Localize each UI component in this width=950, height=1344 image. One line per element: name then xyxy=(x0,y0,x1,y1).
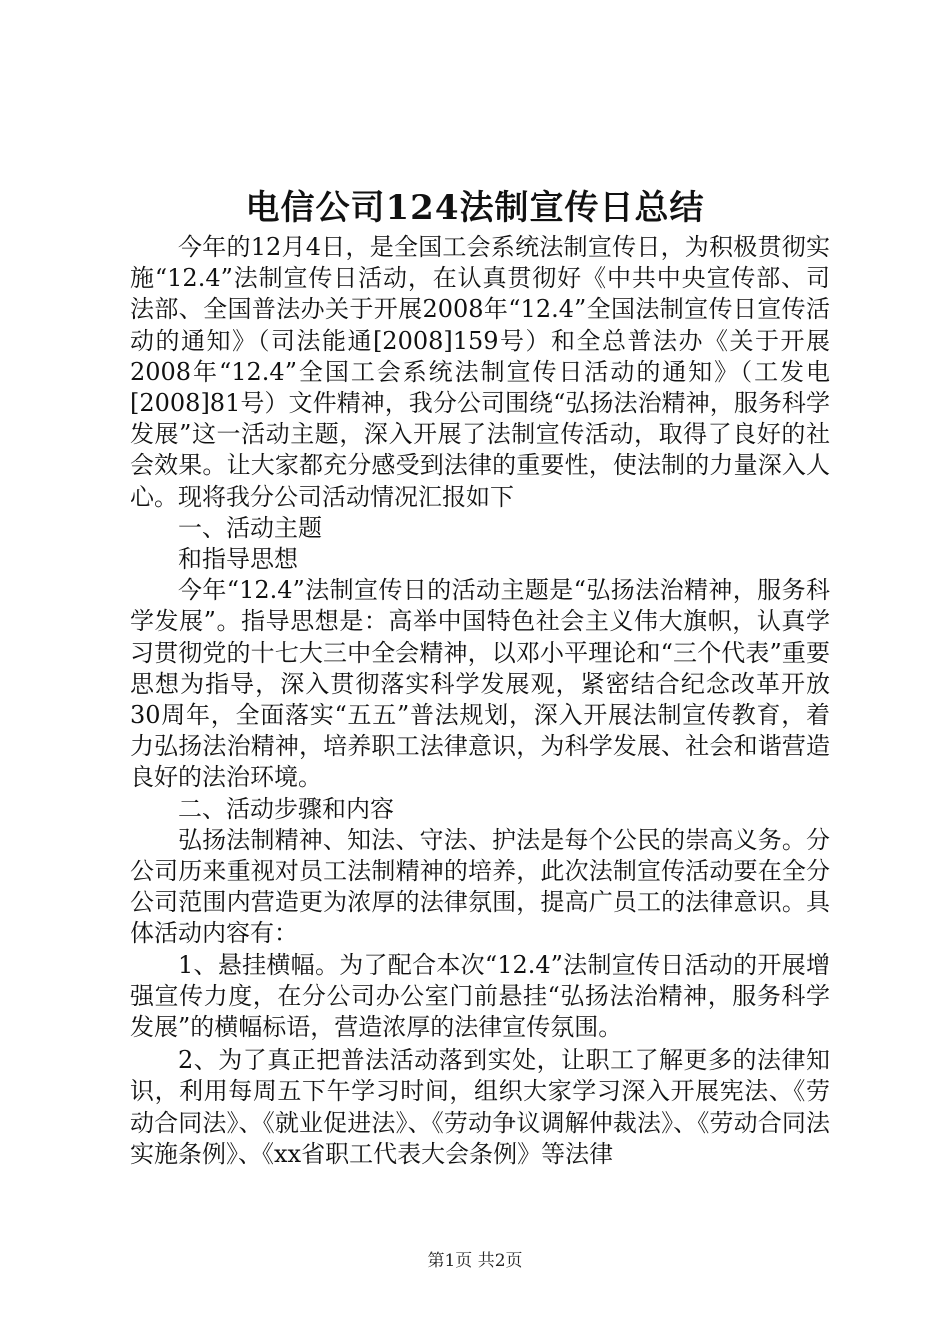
section-heading-2: 二、活动步骤和内容 xyxy=(178,794,394,823)
paragraph-content: 弘扬法制精神、知法、守法、护法是每个公民的崇高义务。分公司历来重视对员工法制精神的培养，此次法制宣传活动要在全分公司范围内营造更为浓厚的法律氛围，提高广员工的法律意识。具体活动内容有： xyxy=(130,825,830,948)
paragraph-theme: 今年“12.4”法制宣传日的活动主题是“弘扬法治精神，服务科学发展”。指导思想是：高举中国特色社会主义伟大旗帜，认真学习贯彻党的十七大三中全会精神，以邓小平理论和“三个代表”重要思想为指导，深入贯彻落实科学发展观，紧密结合纪念改革开放30周年，全面落实“五五”普法规划，深入开展法制宣传教育，着力弘扬法治精神，培养职工法律意识，为科学发展、社会和谐营造良好的法治环境。 xyxy=(130,576,830,792)
paragraph-intro: 今年的12月4日，是全国工会系统法制宣传日，为积极贯彻实施“12.4”法制宣传日活动，在认真贯彻好《中共中央宣传部、司法部、全国普法办关于开展2008年“12.4”全国法制宣传日宣传活动的通知》（司法能通[2008]159号）和全总普法办《关于开展2008年“12.4”全国工会系统法制宣传日活动的通知》（工发电[2008]81号）文件精神，我分公司围绕“弘扬法治精神，服务科学发展”这一活动主题，深入开展了法制宣传活动，取得了良好的社会效果。让大家都充分感受到法律的重要性，使法制的力量深入人心。现将我分公司活动情况汇报如下 xyxy=(130,233,830,511)
list-item-banner: 1、悬挂横幅。为了配合本次“12.4”法制宣传日活动的开展增强宣传力度，在分公司办公室门前悬挂“弘扬法治精神，服务科学发展”的横幅标语，营造浓厚的法律宣传氛围。 xyxy=(130,950,830,1042)
list-item-study: 2、为了真正把普法活动落到实处，让职工了解更多的法律知识，利用每周五下午学习时间，组织大家学习深入开展宪法、《劳动合同法》、《就业促进法》、《劳动争议调解仲裁法》、《劳动合同法实施条例》、《xx省职工代表大会条例》等法律 xyxy=(130,1046,830,1168)
page-footer: 第1页 共2页 xyxy=(427,1251,523,1271)
section-heading-1: 一、活动主题 xyxy=(178,513,322,542)
document-title: 电信公司124法制宣传日总结 xyxy=(245,188,705,228)
section-heading-1-continued: 和指导思想 xyxy=(178,545,298,574)
document-body xyxy=(130,232,830,1170)
